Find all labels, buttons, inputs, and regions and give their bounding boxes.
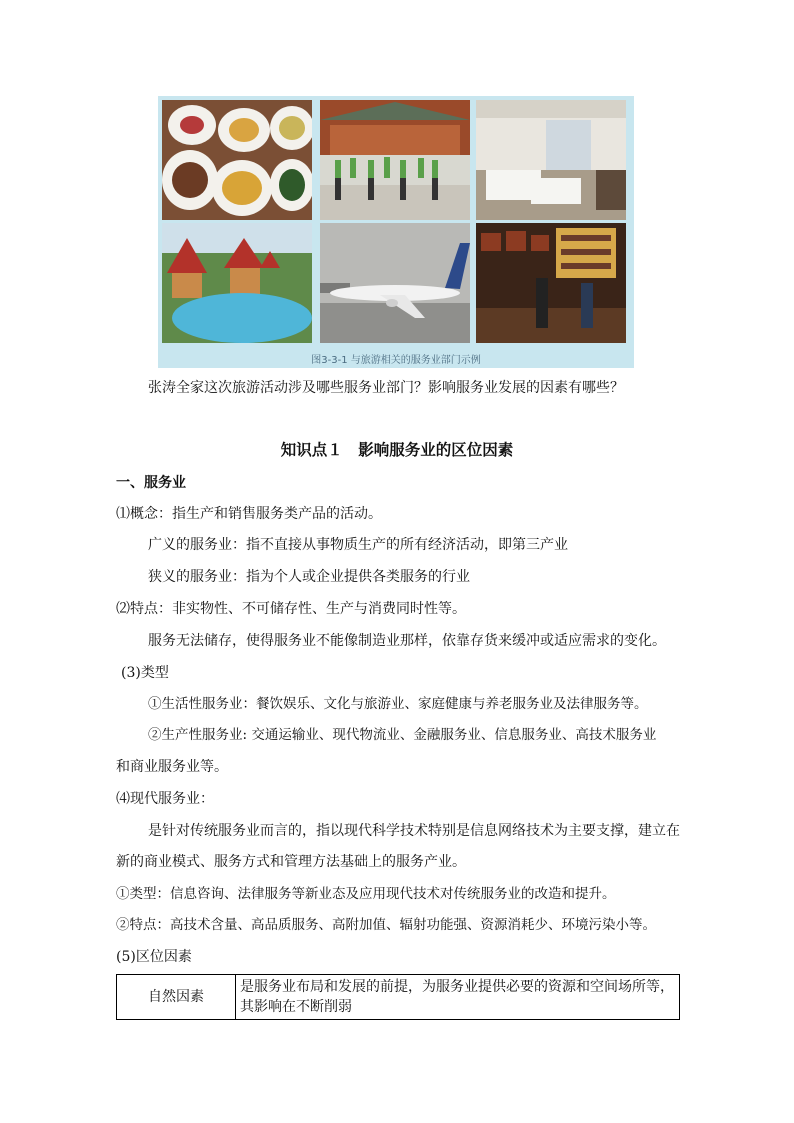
modern-service-heading: ⑷现代服务业： <box>116 791 214 807</box>
narrow-definition: 狭义的服务业：指为个人或企业提供各类服务的行业 <box>148 569 470 585</box>
figure-service-sectors <box>158 96 634 368</box>
pool-resort-photo <box>162 223 312 343</box>
factor-description <box>236 975 680 1020</box>
tour-group-photo <box>320 100 470 220</box>
modern-service-definition-cont: 新的商业模式、服务方式和管理方法基础上的服务产业。 <box>116 854 466 870</box>
table-row <box>117 975 680 1020</box>
souvenir-shop-photo <box>476 223 626 343</box>
food-photo <box>162 100 312 220</box>
concept-line: ⑴概念：指生产和销售服务类产品的活动。 <box>116 506 382 522</box>
question-text: 张涛全家这次旅游活动涉及哪些服务业部门？影响服务业发展的因素有哪些？ <box>148 380 624 396</box>
factor-description-line1: 是服务业布局和发展的前提，为服务业提供必要的资源和空间场所等， <box>240 979 674 995</box>
features-line: ⑵特点：非实物性、不可储存性、生产与消费同时性等。 <box>116 601 466 617</box>
production-service-types: ②生产性服务业: 交通运输业、现代物流业、金融服务业、信息服务业、高技术服务业 <box>148 727 657 743</box>
features-detail: 服务无法储存，使得服务业不能像制造业那样，依靠存货来缓冲或适应需求的变化。 <box>148 633 666 649</box>
life-service-types: ①生活性服务业：餐饮娱乐、文化与旅游业、家庭健康与养老服务业及法律服务等。 <box>148 696 648 712</box>
location-factor-table <box>116 974 680 1020</box>
factor-label: 自然因素 <box>117 975 236 1020</box>
heading-service-industry: 一、服务业 <box>116 475 186 491</box>
production-service-types-cont: 和商业服务业等。 <box>116 759 228 775</box>
location-factors-heading: (5)区位因素 <box>116 949 192 965</box>
hotel-room-photo <box>476 100 626 220</box>
airplane-photo <box>320 223 470 343</box>
modern-service-definition: 是针对传统服务业而言的，指以现代科学技术特别是信息网络技术为主要支撑，建立在 <box>148 823 680 839</box>
factor-description-line2: 其影响在不断削弱 <box>240 999 352 1015</box>
figure-caption: 图3-3-1 与旅游相关的服务业部门示例 <box>311 355 481 366</box>
modern-service-features: ②特点：高技术含量、高品质服务、高附加值、辐射功能强、资源消耗少、环境污染小等。 <box>116 917 656 933</box>
types-heading: (3)类型 <box>121 665 169 681</box>
section-title: 知识点１ 影响服务业的区位因素 <box>280 440 514 459</box>
modern-service-types: ①类型：信息咨询、法律服务等新业态及应用现代技术对传统服务业的改造和提升。 <box>116 886 616 902</box>
broad-definition: 广义的服务业：指不直接从事物质生产的所有经济活动，即第三产业 <box>148 537 568 553</box>
